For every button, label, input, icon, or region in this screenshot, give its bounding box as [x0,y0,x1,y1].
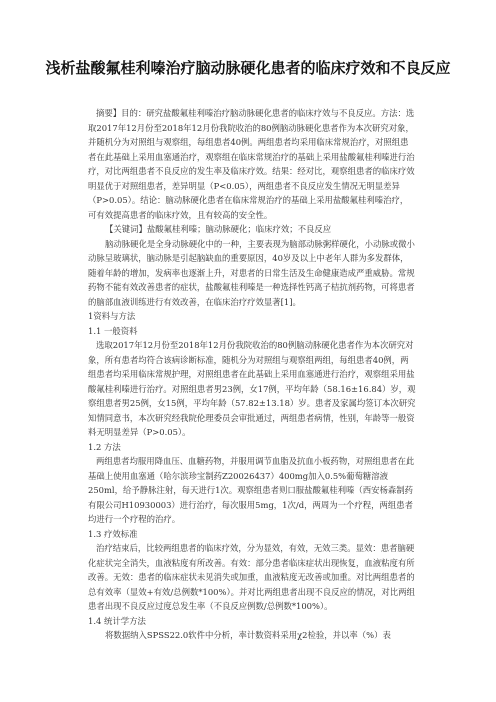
intro-paragraph: 脑动脉硬化是全身动脉硬化中的一种，主要表现为脑部动脉粥样硬化，小动脉或微小动脉呈玻璃状，脑动脉是引起脑缺血的重要原因，40岁及以上中老年人群为多发群体，随着年龄的增加，发病率也逐渐上升，对患者的日常生活及生命健康造成严重威胁。常规药物不能有效改善患者的症状，盐酸氟桂利嗪是一种选择性钙离子桔抗剂药物，可将患者的脑部血液训练进行有效改善，在临床治疗疗效显著[1]。 [88,238,415,307]
general-info-paragraph: 选取2017年12月份至2018年12月份我院收治的80例脑动脉硬化患者作为本次研究对象，所有患者均符合该病诊断标准，随机分为对照组与观察组两组，每组患者40例，两组患者均采用临床常规护理，对照组患者在此基础上采用血塞通进行治疗，观察组采用盐酸氟桂利嗪进行治疗。对照组患者男23例，女17例，平均年龄（58.16±16.84）岁，观察组患者男25例，女15例，平均年龄（57.82±13.18）岁。患者及家属均签订本次研究知情同意书，本次研究经我院伦理委员会审批通过，两组患者病情，性别，年龄等一般资料无明显差异（P>0.05）。 [88,340,416,437]
statistics-paragraph: 将数据纳入SPSS22.0软件中分析，率计数资料采用χ2检验，并以率（%）表 [105,630,391,640]
method-paragraph: 两组患者均服用降血压、血糖药物，并服用调节血脂及抗血小板药物，对照组患者在此基础上使用血塞通（哈尔滨珍宝制药Z20026437）400mg加入0.5%葡萄糖溶液250ml，给予静脉注射，每天进行1次。观察组患者则口服盐酸氟桂利嗪（西安杨森制药有限公司H10930003）进行治疗，每次服用5mg，1次/d，两周为一个疗程，两组患者均进行一个疗程的治疗。 [88,456,415,524]
section-heading-1-4: 1.4 统计学方法 [88,615,146,626]
section-heading-1-2: 1.2 方法 [88,441,121,452]
paper-body [88,106,416,643]
paper-title: 浅析盐酸氟桂利嗪治疗脑动脉硬化患者的临床疗效和不良反应 [45,59,451,77]
section-heading-1-1: 1.1 一般资料 [88,325,138,336]
section-heading-1: 1资料与方法 [88,311,136,321]
keywords-paragraph: 【关键词】盐酸氟桂利嗪；脑动脉硬化；临床疗效；不良反应 [105,224,332,234]
section-heading-1-3: 1.3 疗效标准 [88,528,138,539]
criteria-paragraph: 治疗结束后，比较两组患者的临床疗效，分为显效，有效，无效三类。显效：患者脑硬化症状完全消失，血液粘度有所改善。有效：部分患者临床症状出现恢复，血液粘度有所改善。无效：患者的临床症状未见消失或加重，血液粘度无改善或加重。对比两组患者的总有效率（显效+有效/总例数*100%）。并对比两组患者出现不良反应的情况，对比两组患者出现不良反应过度总发生率（不良反应例数/总例数*100%）。 [88,543,415,611]
abstract-paragraph: 摘要】目的：研究盐酸氟桂利嗪治疗脑动脉硬化患者的临床疗效与不良反应。方法：选取2017年12月份至2018年12月份我院收治的80例脑动脉硬化患者作为本次研究对象，并随机分为对照组与观察组，每组患者40例。两组患者均采用临床常规治疗，对照组患者在此基础上采用血塞通治疗，观察组在临床常规治疗的基础上采用盐酸氟桂利嗪进行治疗，对比两组患者不良反应的发生率及临床疗效。结果：经对比，观察组患者的临床疗效明显优于对照组患者，差异明显（P<0.05），两组患者不良反应发生情况无明显差异（P>0.05）。结论：脑动脉硬化患者在临床常规治疗的基础上采用盐酸氟桂利嗪治疗，可有效提高患者的临床疗效，且有较高的安全性。 [88,108,415,220]
